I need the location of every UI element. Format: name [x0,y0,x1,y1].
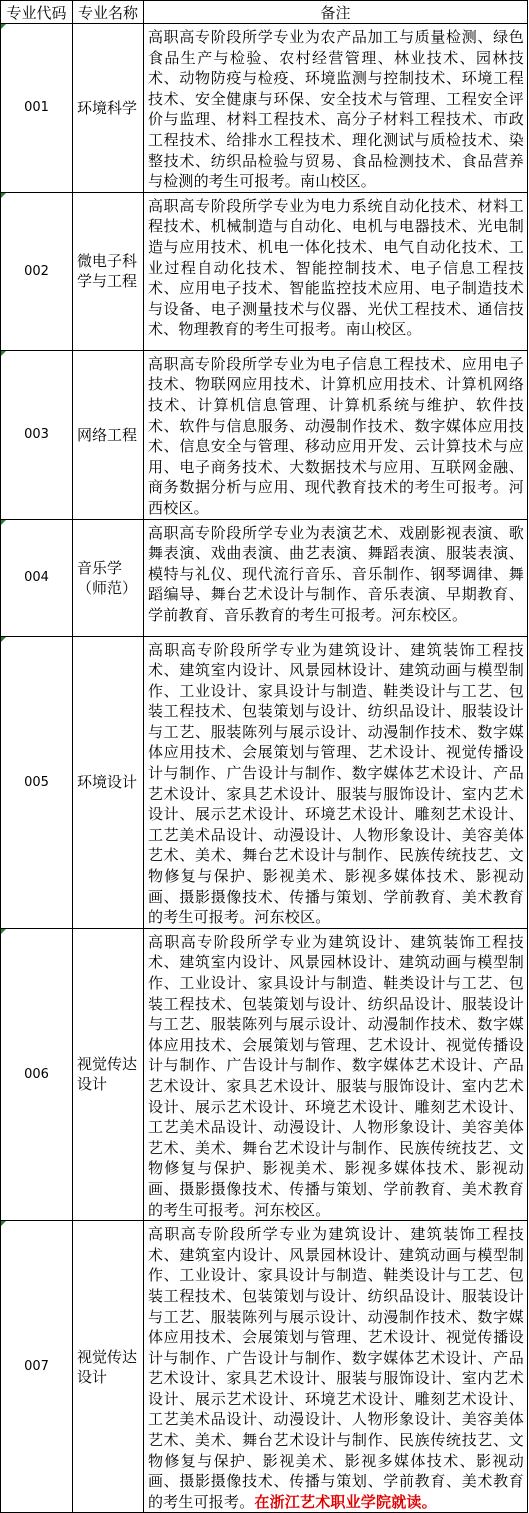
row-note-text: 高职高专阶段所学专业为电子信息工程技术、应用电子技术、物联网应用技术、计算机应用技术、计算机网络技术、计算机信息管理、计算机系统与维护、软件技术、软件与信息服务、动漫制作技术、数字媒体应用技术、信息安全与管理、移动应用开发、云计算技术与应用、电子商务技术、大数据技术与应用、互联网金融、商务数据分析与应用、现代教育技术的考生可报考。河西校区。 [148,354,524,517]
row-name: 微电子科学与工程 [73,192,144,350]
cell-marker [1,351,6,356]
table-row [1,928,528,1220]
row-note-text: 高职高专阶段所学专业为建筑设计、建筑装饰工程技术、建筑室内设计、风景园林设计、建筑动画与模型制作、工业设计、家具设计与制造、鞋类设计与工艺、包装工程技术、包装策划与设计、纺织品设计、服装设计与工艺、服装陈列与展示设计、动漫制作技术、数字媒体应用技术、会展策划与管理、艺术设计、视觉传播设计与制作、广告设计与制作、数字媒体艺术设计、产品艺术设计、家具艺术设计、服装与服饰设计、室内艺术设计、展示艺术设计、环境艺术设计、雕刻艺术设计、工艺美术品设计、动漫设计、人物形象设计、美容美体艺术、美术、舞台艺术设计与制作、民族传统技艺、文物修复与保护、影视美术、影视多媒体技术、影视动画、摄影摄像技术、传播与策划、学前教育、美术教育的考生可报考。 [148,1225,524,1511]
row-code: 001 [24,100,49,116]
table-row [1,519,528,636]
row-code: 004 [24,570,49,585]
cell-marker [1,193,6,198]
row-code: 002 [24,263,49,279]
cell-marker [1,637,6,642]
cell-marker [1,24,6,29]
row-note-text: 高职高专阶段所学专业为建筑设计、建筑装饰工程技术、建筑室内设计、风景园林设计、建筑动画与模型制作、工业设计、家具设计与制造、鞋类设计与工艺、包装工程技术、包装策划与设计、纺织品设计、服装设计与工艺、服装陈列与展示设计、动漫制作技术、数字媒体应用技术、会展策划与管理、艺术设计、视觉传播设计与制作、广告设计与制作、数字媒体艺术设计、产品艺术设计、家具艺术设计、服装与服饰设计、室内艺术设计、展示艺术设计、环境艺术设计、雕刻艺术设计、工艺美术品设计、动漫设计、人物形象设计、美容美体艺术、美术、舞台艺术设计与制作、民族传统技艺、文物修复与保护、影视美术、影视多媒体技术、影视动画、摄影摄像技术、传播与策划、学前教育、美术教育的考生可报考。河东校区。 [148,640,524,927]
table-row [1,636,528,928]
table-row [1,350,528,519]
row-note [144,636,528,928]
table-row [1,1221,528,1513]
row-code-cell [1,24,73,193]
cell-marker [1,520,6,525]
row-code: 003 [24,427,49,443]
row-name: 环境科学 [73,24,144,193]
row-code: 005 [24,774,49,790]
row-note [144,350,528,519]
row-code-cell [1,1221,73,1513]
row-note-highlight: 在浙江艺术职业学院就读。 [254,1492,437,1511]
row-name: 音乐学（师范） [73,519,144,636]
row-code-cell [1,192,73,350]
row-note [144,519,528,636]
table-row [1,24,528,193]
row-name: 环境设计 [73,636,144,928]
row-note [144,24,528,193]
cell-marker [1,929,6,934]
cell-marker [1,1221,6,1226]
row-code-cell [1,519,73,636]
row-note-text: 高职高专阶段所学专业为农产品加工与质量检测、绿色食品生产与检验、农村经营管理、林业技术、园林技术、动物防疫与检疫、环境监测与控制技术、环境工程技术、安全健康与环保、安全技术与管理、工程安全评价与监理、材料工程技术、高分子材料工程技术、市政工程技术、给排水工程技术、理化测试与质检技术、染整技术、纺织品检验与贸易、食品检测技术、食品营养与检测的考生可报考。南山校区。 [148,28,524,191]
row-code-cell [1,636,73,928]
row-note [144,1221,528,1513]
row-code-cell [1,928,73,1220]
header-note: 备注 [144,1,528,24]
row-code: 007 [24,1359,49,1375]
row-name: 视觉传达设计 [73,928,144,1220]
header-row [1,1,528,24]
header-name: 专业名称 [73,1,144,24]
row-code: 006 [24,1066,49,1082]
table-row [1,192,528,350]
row-code-cell [1,350,73,519]
row-note [144,192,528,350]
row-note-text: 高职高专阶段所学专业为建筑设计、建筑装饰工程技术、建筑室内设计、风景园林设计、建筑动画与模型制作、工业设计、家具设计与制造、鞋类设计与工艺、包装工程技术、包装策划与设计、纺织品设计、服装设计与工艺、服装陈列与展示设计、动漫制作技术、数字媒体应用技术、会展策划与管理、艺术设计、视觉传播设计与制作、广告设计与制作、数字媒体艺术设计、产品艺术设计、家具艺术设计、服装与服饰设计、室内艺术设计、展示艺术设计、环境艺术设计、雕刻艺术设计、工艺美术品设计、动漫设计、人物形象设计、美容美体艺术、美术、舞台艺术设计与制作、民族传统技艺、文物修复与保护、影视美术、影视多媒体技术、影视动画、摄影摄像技术、传播与策划、学前教育、美术教育的考生可报考。河东校区。 [148,932,524,1219]
row-note-text: 高职高专阶段所学专业为电力系统自动化技术、材料工程技术、机械制造与自动化、电机与电器技术、光电制造与应用技术、机电一体化技术、电气自动化技术、工业过程自动化技术、智能控制技术、电子信息工程技术、应用电子技术、智能监控技术应用、电子制造技术与设备、电子测量技术与仪器、光伏工程技术、通信技术、物理教育的考生可报考。南山校区。 [148,196,524,339]
header-code: 专业代码 [1,1,73,24]
row-note-text: 高职高专阶段所学专业为表演艺术、戏剧影视表演、歌舞表演、戏曲表演、曲艺表演、舞蹈表演、服装表演、模特与礼仪、现代流行音乐、音乐制作、钢琴调律、舞蹈编导、舞台艺术设计与制作、音乐表演、早期教育、学前教育、音乐教育的考生可报考。河东校区。 [148,523,524,624]
row-name: 网络工程 [73,350,144,519]
row-note [144,928,528,1220]
row-name: 视觉传达设计 [73,1221,144,1513]
